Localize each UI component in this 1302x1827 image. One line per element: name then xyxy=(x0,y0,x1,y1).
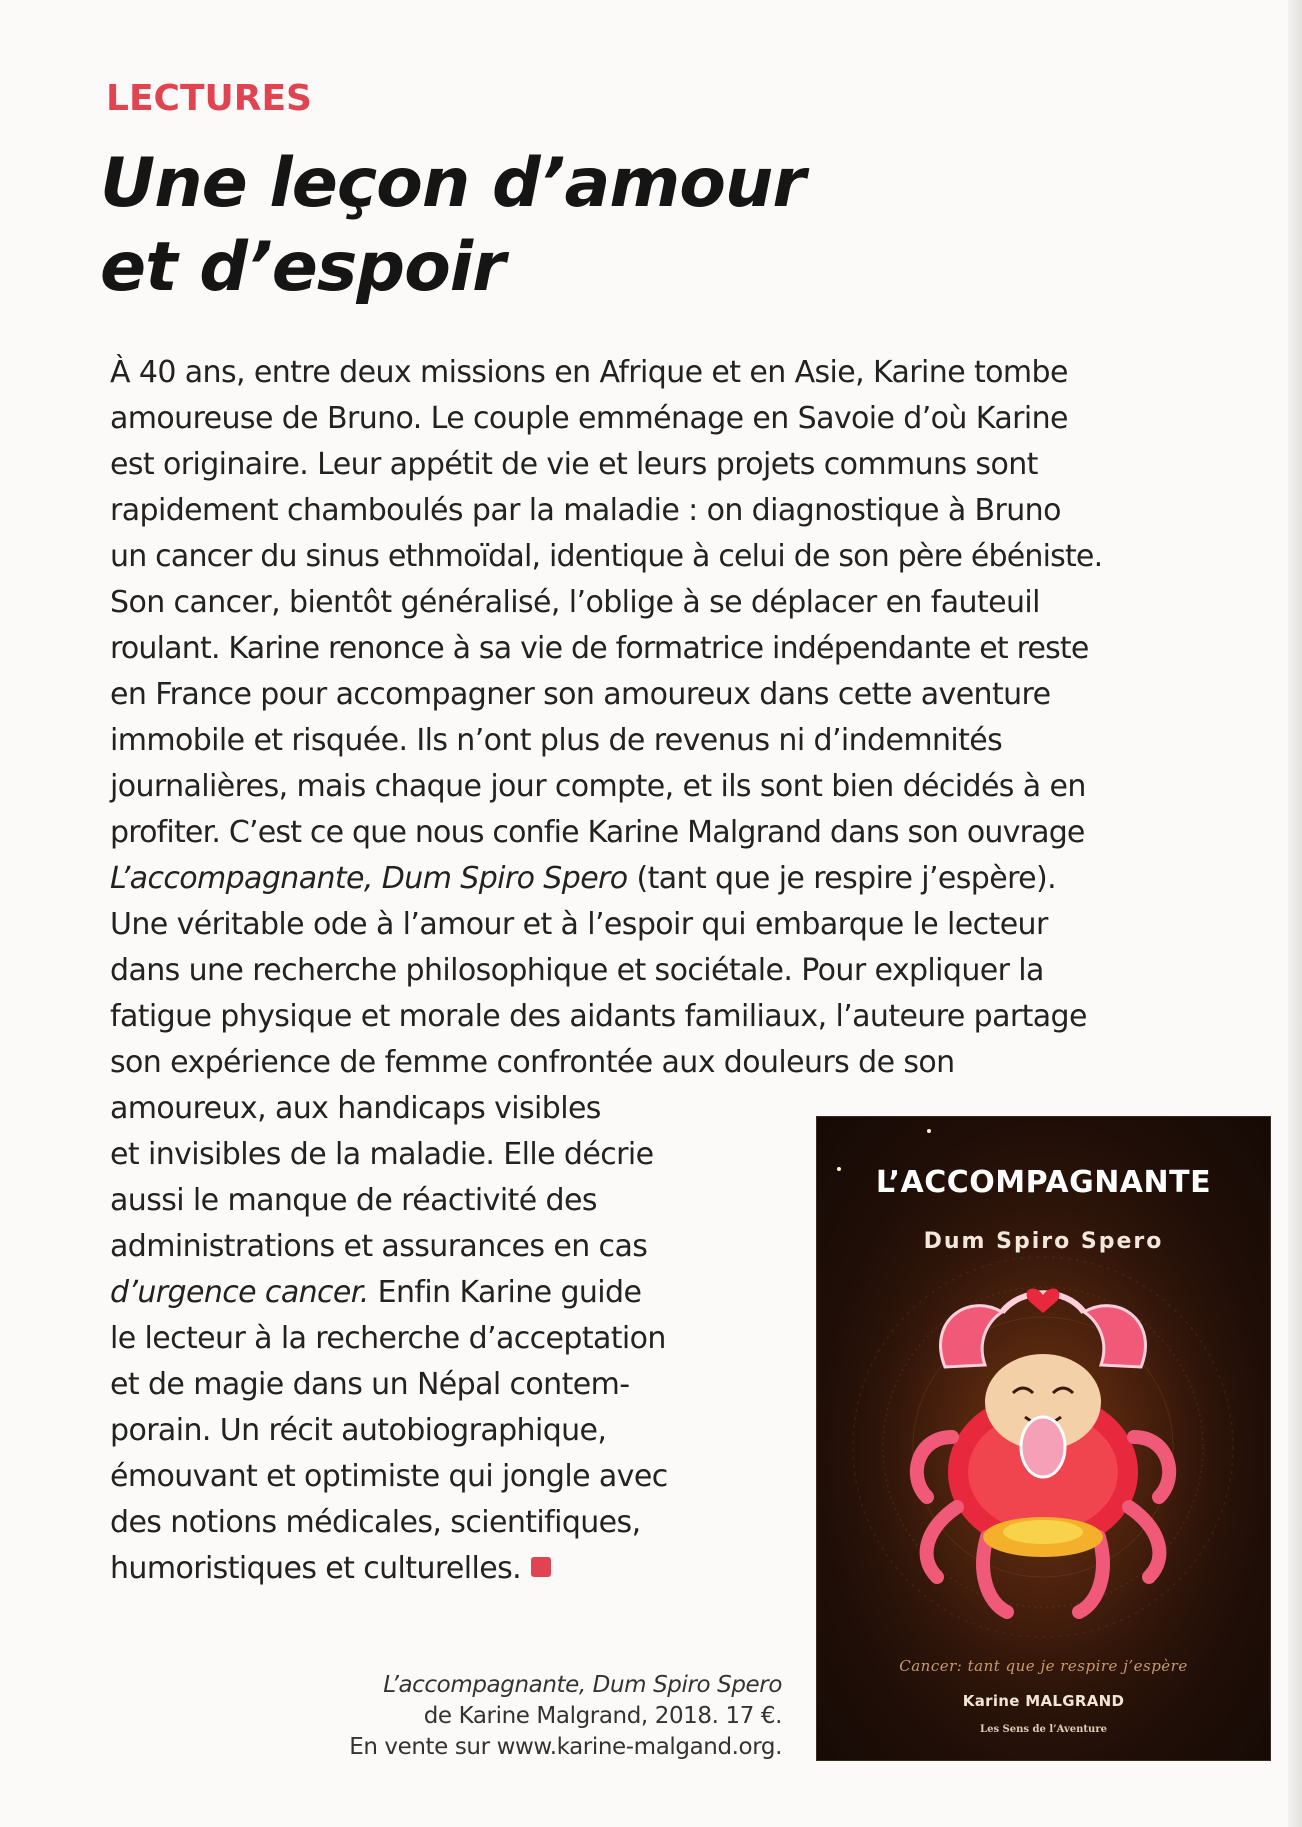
body-line: amoureux, aux handicaps visibles xyxy=(110,1091,601,1126)
cover-publisher: Les Sens de l’Aventure xyxy=(980,1724,1107,1735)
body-line: est originaire. Leur appétit de vie et leurs projets communs sont xyxy=(110,447,1038,482)
body-line: émouvant et optimiste qui jongle avec xyxy=(110,1459,668,1494)
body-line: d’urgence cancer. Enfin Karine guide xyxy=(110,1275,642,1310)
cover-author: Karine MALGRAND xyxy=(962,1692,1125,1710)
title-line-2: et d’espoir xyxy=(100,228,505,307)
cover-title: L’ACCOMPAGNANTE xyxy=(875,1165,1212,1200)
body-line: dans une recherche philosophique et sociétale. Pour expliquer la xyxy=(110,953,1044,988)
section-label: LECTURES xyxy=(106,78,312,119)
cover-sparkle xyxy=(927,1129,931,1133)
body-line: Son cancer, bientôt généralisé, l’oblige à se déplacer en fauteuil xyxy=(110,585,1040,620)
book-title-italic: L’accompagnante, Dum Spiro Spero xyxy=(110,861,628,896)
book-caption xyxy=(349,1670,782,1763)
body-line: rapidement chamboulés par la maladie : on diagnostique à Bruno xyxy=(110,493,1061,528)
body-line: roulant. Karine renonce à sa vie de formatrice indépendante et reste xyxy=(110,631,1089,666)
page-edge-shadow xyxy=(1288,0,1302,1827)
body-line: immobile et risquée. Ils n’ont plus de revenus ni d’indemnités xyxy=(110,723,1003,758)
body-line: un cancer du sinus ethmoïdal, identique à celui de son père ébéniste. xyxy=(110,539,1103,574)
article-title xyxy=(100,142,1200,310)
body-line: profiter. C’est ce que nous confie Karine Malgrand dans son ouvrage xyxy=(110,815,1085,850)
body-line: fatigue physique et morale des aidants familiaux, l’auteure partage xyxy=(110,999,1087,1034)
body-line: journalières, mais chaque jour compte, et ils sont bien décidés à en xyxy=(110,769,1086,804)
body-line: des notions médicales, scientifiques, xyxy=(110,1505,641,1540)
body-line: le lecteur à la recherche d’acceptation xyxy=(110,1321,666,1356)
body-line: humoristiques et culturelles. xyxy=(110,1546,1260,1592)
cover-subtitle: Dum Spiro Spero xyxy=(923,1229,1164,1254)
caption-website: En vente sur www.karine-malgand.org. xyxy=(349,1734,782,1760)
body-line: son expérience de femme confrontée aux douleurs de son xyxy=(110,1045,955,1080)
body-line: et de magie dans un Népal contem- xyxy=(110,1367,630,1402)
body-line: amoureuse de Bruno. Le couple emménage en Savoie d’où Karine xyxy=(110,401,1068,436)
title-line-1: Une leçon d’amour xyxy=(100,144,805,223)
caption-author-price: de Karine Malgrand, 2018. 17 €. xyxy=(423,1703,782,1729)
body-line: À 40 ans, entre deux missions en Afrique et en Asie, Karine tombe xyxy=(110,355,1068,390)
body-line: L’accompagnante, Dum Spiro Spero (tant que je respire j’espère). xyxy=(110,861,1057,896)
body-line: et invisibles de la maladie. Elle décrie xyxy=(110,1137,654,1172)
caption-book-title: L’accompagnante, Dum Spiro Spero xyxy=(383,1672,782,1698)
end-mark-icon xyxy=(531,1557,551,1577)
body-line: aussi le manque de réactivité des xyxy=(110,1183,597,1218)
body-line: en France pour accompagner son amoureux dans cette aventure xyxy=(110,677,1051,712)
body-line: Une véritable ode à l’amour et à l’espoir qui embarque le lecteur xyxy=(110,907,1048,942)
emphasis-italic: d’urgence cancer. xyxy=(110,1275,369,1310)
book-cover-image xyxy=(817,1117,1270,1760)
cover-tagline: Cancer: tant que je respire j’espère xyxy=(899,1657,1188,1675)
body-line: administrations et assurances en cas xyxy=(110,1229,648,1264)
body-line: porain. Un récit autobiographique, xyxy=(110,1413,607,1448)
